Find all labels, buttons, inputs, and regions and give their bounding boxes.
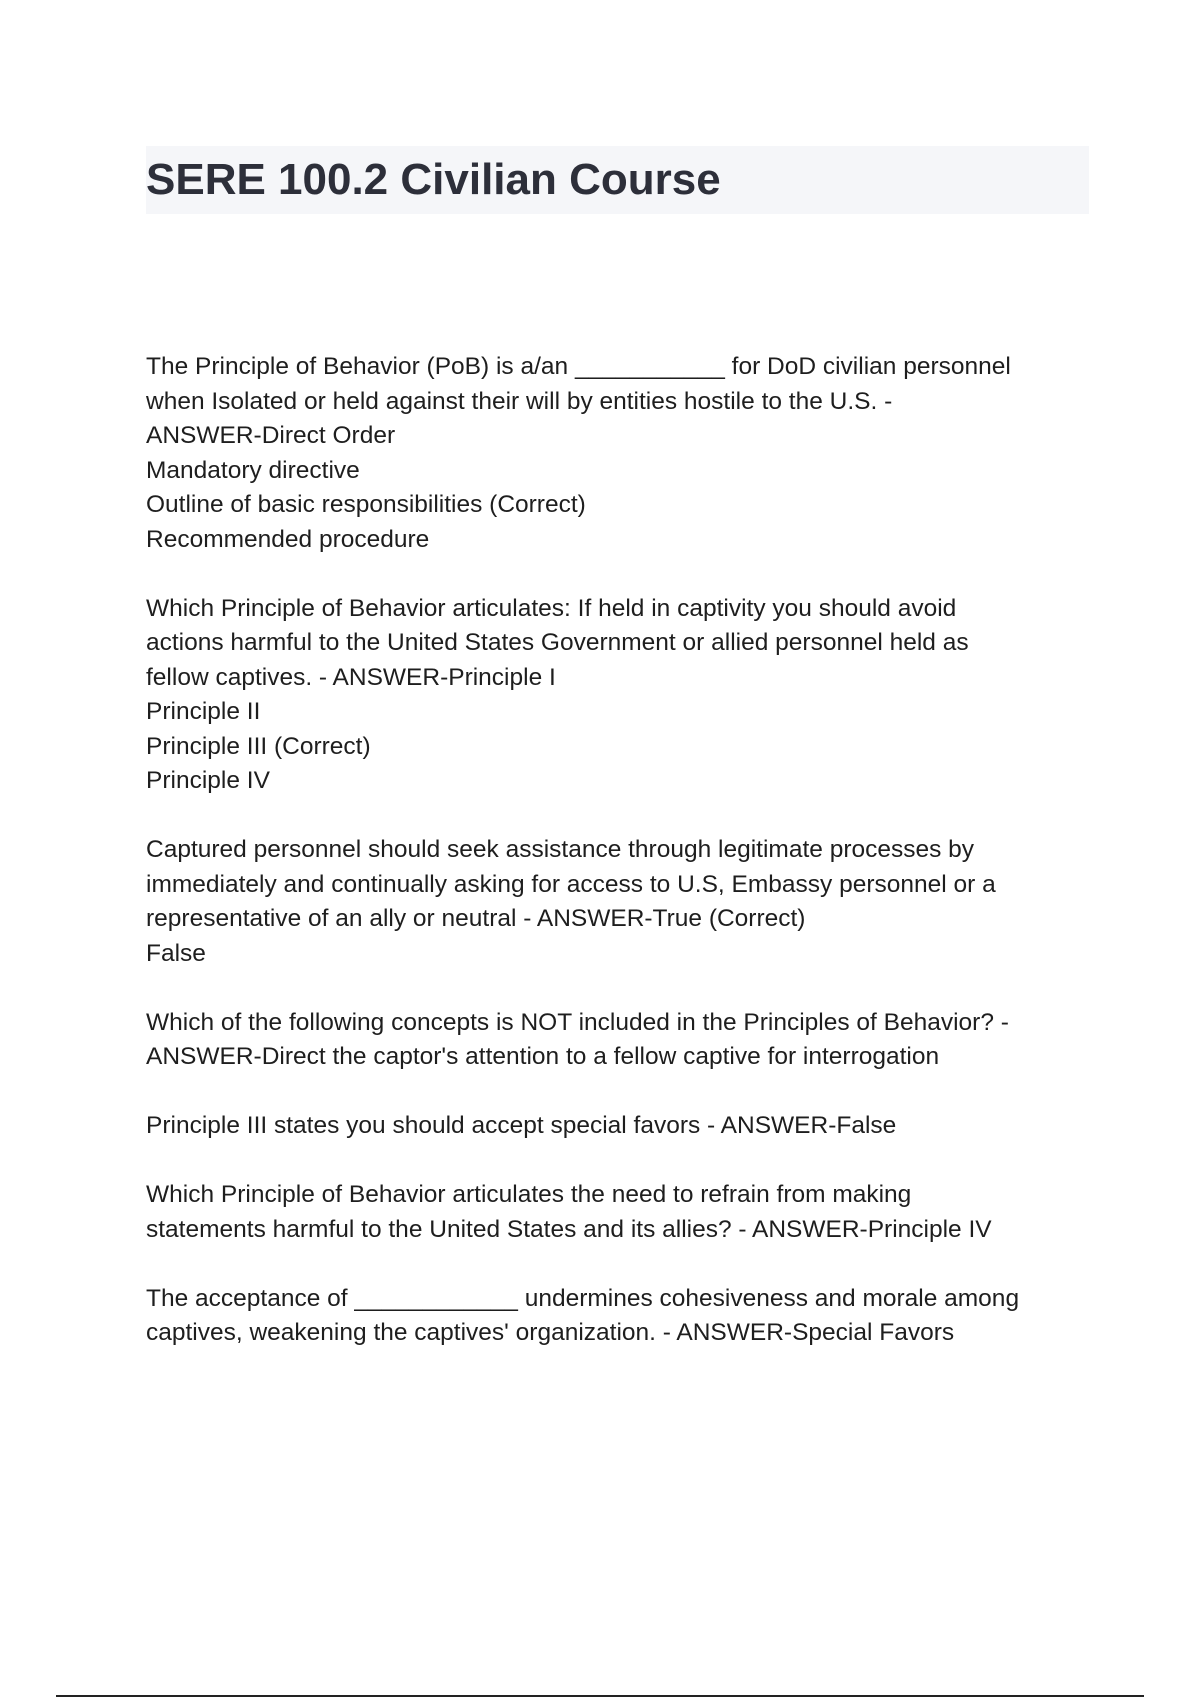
answer-line: ANSWER-Direct the captor's attention to a fellow captive for interrogation <box>146 1043 940 1070</box>
question-answer-line: Principle III states you should accept special favors - ANSWER-False <box>146 1112 897 1139</box>
question-line: Which Principle of Behavior articulates the need to refrain from making <box>146 1181 912 1208</box>
question-line: Which Principle of Behavior articulates: If held in captivity you should avoid <box>146 594 957 622</box>
question-line: Captured personnel should seek assistance through legitimate processes by <box>146 836 975 863</box>
answer-line: fellow captives. - ANSWER-Principle I <box>146 663 556 691</box>
qa-item-special-favors <box>146 1109 1096 1144</box>
question-line: The Principle of Behavior (PoB) is a/an ___________ for DoD civilian personnel <box>146 353 1011 380</box>
qa-item-pob-definition <box>146 350 1096 557</box>
answer-line: representative of an ally or neutral - ANSWER-True (Correct) <box>146 905 806 932</box>
page-bottom-divider <box>56 1695 1144 1697</box>
question-line: when Isolated or held against their will by entities hostile to the U.S. - <box>146 387 893 415</box>
option-line: Principle IV <box>146 767 270 794</box>
option-line: Principle II <box>146 698 261 725</box>
question-answer-line: captives, weakening the captives' organization. - ANSWER-Special Favors <box>146 1319 955 1346</box>
question-line: The acceptance of ____________ undermines cohesiveness and morale among <box>146 1284 1020 1312</box>
option-line: Recommended procedure <box>146 525 430 553</box>
answer-line: ANSWER-Direct Order <box>146 422 396 449</box>
option-line: Mandatory directive <box>146 456 360 484</box>
qa-content <box>146 350 1096 1351</box>
question-answer-line: statements harmful to the United States and its allies? - ANSWER-Principle IV <box>146 1215 992 1243</box>
qa-item-refrain-statements <box>146 1178 1096 1247</box>
question-line: Which of the following concepts is NOT included in the Principles of Behavior? - <box>146 1008 1009 1036</box>
qa-item-acceptance-of <box>146 1282 1096 1351</box>
qa-item-avoid-harmful-actions <box>146 592 1096 799</box>
option-line: False <box>146 939 206 967</box>
question-line: actions harmful to the United States Government or allied personnel held as <box>146 629 969 656</box>
page-title-banner <box>146 146 1089 214</box>
page-title: SERE 100.2 Civilian Course <box>146 155 721 204</box>
qa-item-seek-assistance <box>146 833 1096 971</box>
question-line: immediately and continually asking for access to U.S, Embassy personnel or a <box>146 870 996 898</box>
option-line-correct: Principle III (Correct) <box>146 732 371 760</box>
option-line-correct: Outline of basic responsibilities (Correct) <box>146 491 586 518</box>
qa-item-not-included-concept <box>146 1006 1096 1075</box>
